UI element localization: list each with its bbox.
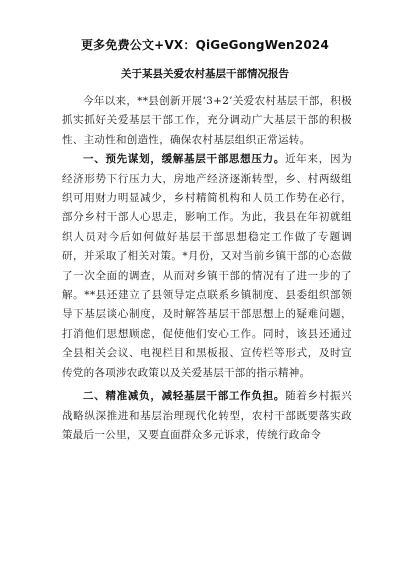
report-body [62,92,352,445]
report-title: 关于某县关爱农村基层干部情况报告 [121,68,289,80]
section-2-heading: 二、精准减负，减轻基层干部工作负担。 [83,390,286,403]
promo-banner: 更多免费公文+VX：QiGeGongWen2024 [80,38,329,52]
section-2-paragraph [62,387,352,445]
section-1-heading: 一、预先谋划，缓解基层干部思想压力。 [83,153,286,166]
section-1-paragraph [62,150,352,383]
section-2-text: 随着乡村振兴战略纵深推进和基层治理现代化转型，农村干部既要落实政策最后一公里，又要直面群众多元诉求，传统行政命令 [62,390,352,441]
section-1-text: 近年来，因为经济形势下行压力大，房地产经济逐渐转型，乡、村两级组织可用财力明显减少，乡村精简机构和人员工作势在必行，部分乡村干部人心思走，影响工作。为此，我县在年初就组织人员对今后如何做好基层干部思想稳定工作做了专题调研，并采取了相关对策。*月份，又对当前乡镇干部的心态做了一次全面的调查，从而对乡镇干部的情况有了进一步的了解。**县还建立了县领导定点联系乡镇制度、县委组织部领导下基层谈心制度，及时解答基层干部思想上的疑难问题，打消他们思想顾虑，促使他们安心工作。同时，该县还通过全县相关会议、电视栏目和黑板报、宣传栏等形式，及时宣传党的各项涉农政策以及关爱基层干部的指示精神。 [62,153,352,379]
intro-paragraph: 今年以来，**县创新开展‘3+2’关爱农村基层干部，积极抓实抓好关爱基层干部工作，充分调动广大基层干部的积极性、主动性和创造性，确保农村基层组织正常运转。 [62,95,352,146]
